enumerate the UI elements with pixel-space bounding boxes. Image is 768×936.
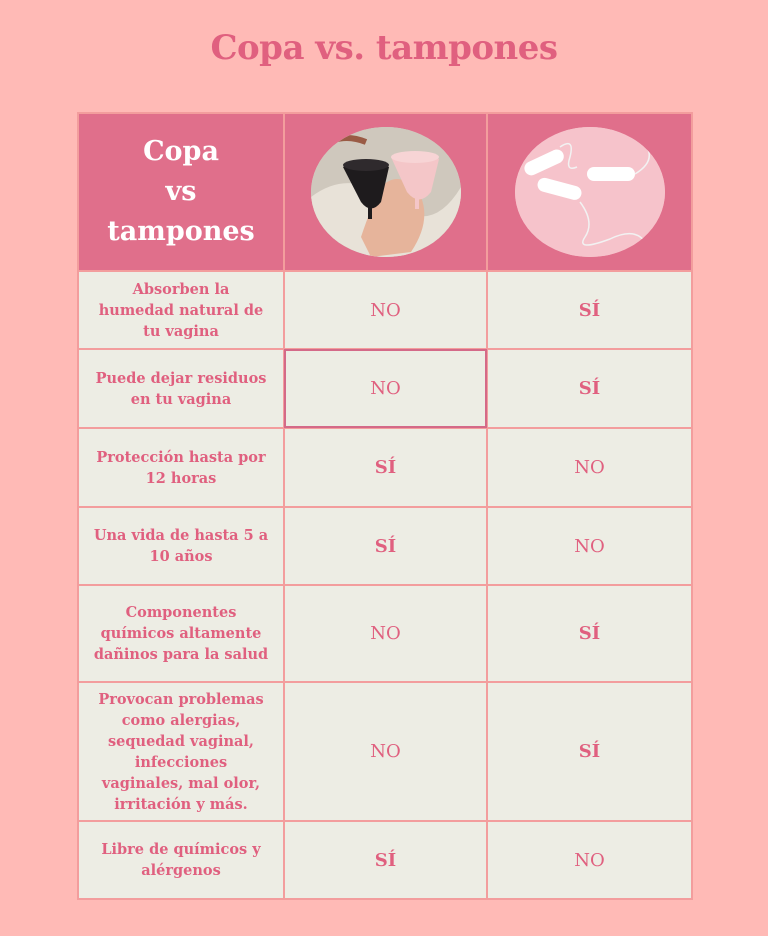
table-row xyxy=(78,821,692,899)
header-label-line: Copa xyxy=(143,136,219,167)
copa-value: SÍ xyxy=(284,821,487,899)
tampon-icon xyxy=(515,127,665,257)
page-title: Copa vs. tampones xyxy=(210,28,558,68)
table-row xyxy=(78,585,692,682)
feature-cell: Libre de químicos y alérgenos xyxy=(78,821,284,899)
table-row xyxy=(78,682,692,821)
copa-value: NO xyxy=(284,349,487,428)
table-row xyxy=(78,507,692,585)
menstrual-cups-photo xyxy=(311,127,461,257)
tampones-value: NO xyxy=(487,428,692,507)
feature-cell: Provocan problemas como alergias, sequedad vaginal, infecciones vaginales, mal olor, irritación y más. xyxy=(78,682,284,821)
tampones-value: NO xyxy=(487,821,692,899)
copa-value: NO xyxy=(284,585,487,682)
header-label xyxy=(79,132,283,252)
copa-value: SÍ xyxy=(284,428,487,507)
copa-value: SÍ xyxy=(284,507,487,585)
header-tampones-cell xyxy=(487,113,692,271)
copa-value: NO xyxy=(284,682,487,821)
tampones-value: NO xyxy=(487,507,692,585)
table-header-row xyxy=(78,113,692,271)
comparison-table xyxy=(77,112,693,900)
feature-cell: Puede dejar residuos en tu vagina xyxy=(78,349,284,428)
tampones-value: SÍ xyxy=(487,682,692,821)
header-label-cell xyxy=(78,113,284,271)
header-copa-cell xyxy=(284,113,487,271)
feature-cell: Una vida de hasta 5 a 10 años xyxy=(78,507,284,585)
tampons-photo xyxy=(515,127,665,257)
menstrual-cup-icon xyxy=(311,127,461,257)
table-row xyxy=(78,271,692,349)
feature-cell: Protección hasta por 12 horas xyxy=(78,428,284,507)
tampones-value: SÍ xyxy=(487,271,692,349)
tampones-value: SÍ xyxy=(487,349,692,428)
copa-value: NO xyxy=(284,271,487,349)
header-label-line: tampones xyxy=(107,216,255,247)
feature-cell: Componentes químicos altamente dañinos para la salud xyxy=(78,585,284,682)
table-row xyxy=(78,349,692,428)
tampones-value: SÍ xyxy=(487,585,692,682)
table-row xyxy=(78,428,692,507)
feature-cell: Absorben la humedad natural de tu vagina xyxy=(78,271,284,349)
header-label-line: vs xyxy=(165,176,197,207)
